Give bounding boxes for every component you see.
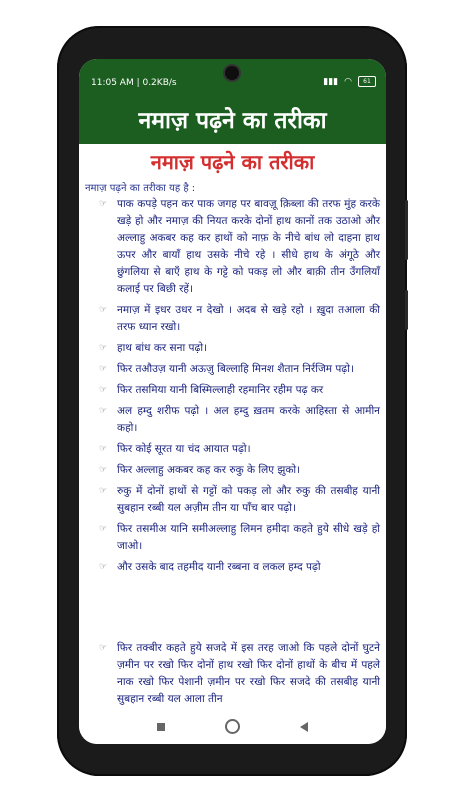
- pen-icon: ☞: [99, 199, 108, 209]
- list-item: ☞ रुकु में दोनों हाथों से गट्टों को पकड़ लो और रुकु की तसबीह यानी सुबहान रब्बी यल अज़ीम तीन या पाँच बार पढ़ो।: [99, 485, 380, 514]
- screen: [79, 59, 386, 744]
- list-item: ☞ फिर तसमिया यानी बिस्मिल्लाही रहमानिर रहीम पढ़ कर: [79, 382, 386, 399]
- front-camera: [225, 66, 239, 80]
- list-item: ☞ फिर तऔउज़ यानी अऊज़ु बिल्लाहि मिनश शैतान निर्रजिम पढ़ो।: [79, 361, 386, 378]
- pen-icon: ☞: [99, 465, 108, 475]
- power-button: [405, 290, 408, 330]
- pen-icon: ☞: [99, 562, 108, 572]
- home-icon[interactable]: [225, 719, 240, 734]
- list-item: ☞ और उसके बाद तहमीद यानी रब्बना व लकल हम्द पढ़ो: [79, 559, 386, 576]
- blank-space: [79, 580, 386, 640]
- list-item: ☞ हाथ बांध कर सना पढ़ो।: [79, 340, 386, 357]
- status-icons: [323, 76, 376, 87]
- list-item: ☞ फिर तक्बीर कहते हुये सजदे में इस तरह जाओ कि पहले दोनों घुटने ज़मीन पर रखो फिर दोनों हाथ रखो फिर दोनों हाथों के बीच में पहले नाक रखो फिर पेशानी ज़मीन पर रखो फिर सजदे की तसबीह यानी सुबहान रब्बी यल आला तीन: [99, 642, 380, 705]
- pen-icon: ☞: [99, 444, 108, 454]
- list-item: ☞ फिर कोई सूरत या चंद आयात पढ़ो।: [79, 441, 386, 458]
- content-area[interactable]: [79, 144, 386, 709]
- wifi-icon: ◠: [344, 76, 352, 87]
- intro-text: नमाज़ पढ़ने का तरीका यह है :: [85, 183, 196, 194]
- pen-icon: ☞: [99, 524, 108, 534]
- list-item: ☞ नमाज़ में इधर उधर न देखो । अदब से खड़े रहो । ख़ुदा तआला की तरफ ध्यान रखो।: [99, 304, 380, 333]
- app-bar-title: नमाज़ पढ़ने का तरीका: [79, 98, 386, 144]
- pen-icon: ☞: [99, 385, 108, 395]
- pen-icon: ☞: [99, 643, 108, 653]
- volume-button: [405, 200, 408, 260]
- list-item: ☞ अल हम्दु शरीफ पढ़ो । अल हम्दु ख़तम करके आहिस्ता से आमीन कहो।: [99, 405, 380, 434]
- pen-icon: ☞: [99, 305, 108, 315]
- pen-icon: ☞: [99, 486, 108, 496]
- status-bar: [79, 59, 386, 98]
- status-time: 11:05 AM | 0.2KB/s: [91, 78, 177, 88]
- list-item: ☞ पाक कपड़े पहन कर पाक जगह पर बावज़ू क़िब्ला की तरफ मुंह करके खड़े हो और नमाज़ की नियत करके दोनों हाथ कानों तक उठाओ और अल्लाहु अकबर कह कर हाथों को नाफ़ के नीचे बांध लो दाहना हाथ ऊपर और बायाँ हाथ उसके नीचे रहे । सीधे हाथ के अंगूठे और छुंगलिया से बाएँ हाथ के गट्टे को पकड़ लो और बाक़ी तीन उँगलियाँ कलाई पर बिछी रहें।: [99, 198, 380, 295]
- pen-icon: ☞: [99, 364, 108, 374]
- battery-icon: 61: [358, 76, 376, 87]
- navigation-bar: [79, 709, 386, 744]
- back-icon[interactable]: [300, 722, 308, 732]
- pen-icon: ☞: [99, 406, 108, 416]
- list-item: ☞ फिर तसमीअ यानि समीअल्लाहु लिमन हमीदा कहते हुये सीधे खड़े हो जाओ।: [99, 523, 380, 552]
- page-heading: नमाज़ पढ़ने का तरीका: [150, 150, 315, 174]
- list-item: ☞ फिर अल्लाहु अकबर कह कर रुकु के लिए झुको।: [79, 462, 386, 479]
- pen-icon: ☞: [99, 343, 108, 353]
- signal-icon: ▮▮▮: [323, 76, 339, 87]
- recent-apps-icon[interactable]: [157, 723, 165, 731]
